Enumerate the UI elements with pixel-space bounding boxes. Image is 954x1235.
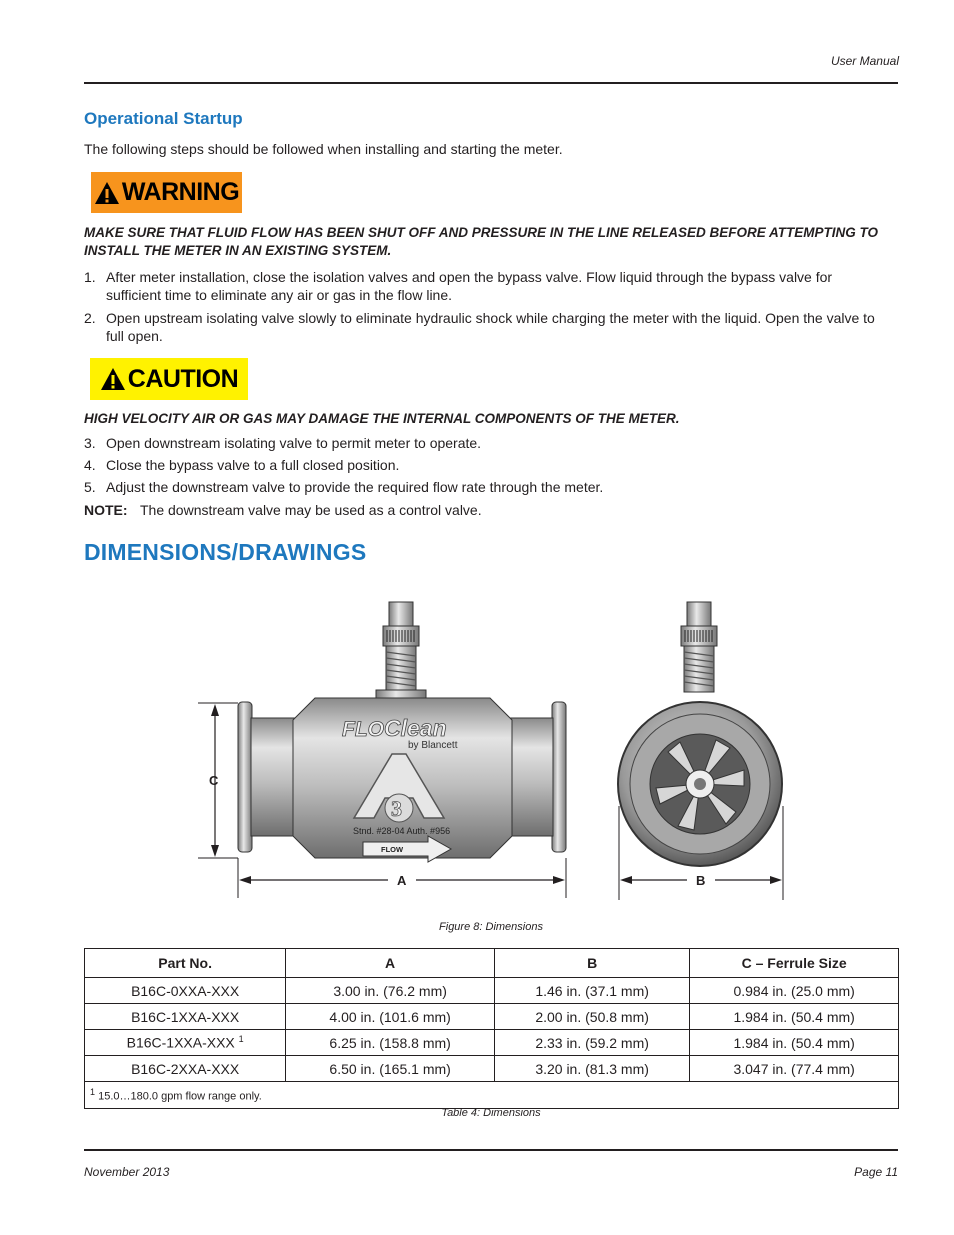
table-cell: 0.984 in. (25.0 mm) (690, 978, 899, 1004)
section-intro: The following steps should be followed when installing and starting the meter. (84, 141, 563, 157)
warning-badge (91, 172, 242, 213)
list-item (84, 434, 884, 452)
table-cell: 6.25 in. (158.8 mm) (286, 1030, 495, 1056)
footnote-marker: 1 (90, 1087, 96, 1098)
caution-text: HIGH VELOCITY AIR OR GAS MAY DAMAGE THE INTERNAL COMPONENTS OF THE METER. (84, 411, 680, 426)
table-cell: 1.984 in. (50.4 mm) (690, 1004, 899, 1030)
table-header-cell: C – Ferrule Size (690, 949, 899, 978)
caution-badge-label: CAUTION (127, 364, 239, 393)
warning-text: MAKE SURE THAT FLUID FLOW HAS BEEN SHUT OFF AND PRESSURE IN THE LINE RELEASED BEFORE ATTEMPTING TO INSTALL THE METER IN AN EXISTING SYSTEM. (84, 225, 879, 258)
table-footnote-row (85, 1082, 899, 1109)
section-title: Operational Startup (84, 109, 243, 128)
table-cell: B16C-1XXA-XXX (85, 1004, 286, 1030)
dimension-c-label: C (209, 773, 219, 788)
dimensions-heading: DIMENSIONS/DRAWINGS (84, 539, 367, 565)
table-header-cell: Part No. (85, 949, 286, 978)
side-view-meter (238, 602, 566, 862)
list-item (84, 478, 884, 496)
table-cell: 3.00 in. (76.2 mm) (286, 978, 495, 1004)
list-item (84, 456, 884, 474)
footer-date: November 2013 (84, 1165, 170, 1179)
warning-triangle-icon (94, 181, 120, 205)
step-number: 5. (84, 479, 96, 495)
table-cell: 1.46 in. (37.1 mm) (494, 978, 689, 1004)
dimensions-table (84, 948, 899, 1109)
table-caption: Table 4: Dimensions (441, 1107, 541, 1119)
table-header-row (85, 949, 899, 978)
step-number: 3. (84, 435, 96, 451)
table-cell: 2.33 in. (59.2 mm) (494, 1030, 689, 1056)
logo-flo: FLO (342, 718, 384, 741)
footer-rule (84, 1149, 898, 1151)
stamp-text: Stnd. #28-04 Auth. #956 (353, 826, 451, 836)
dimension-b-label: B (696, 873, 706, 888)
caution-triangle-icon (100, 367, 126, 391)
table-footnote (85, 1082, 899, 1109)
list-item (84, 309, 884, 345)
table-cell (85, 1030, 286, 1056)
table-row (85, 978, 899, 1004)
table-cell: 4.00 in. (101.6 mm) (286, 1004, 495, 1030)
step-text: Open upstream isolating valve slowly to eliminate hydraulic shock while charging the meter with the liquid. Open the valve to full open. (106, 310, 875, 344)
footnote-text: 15.0…180.0 gpm flow range only. (98, 1090, 262, 1103)
end-view-meter (618, 602, 782, 866)
logo-by: by Blancett (408, 740, 458, 751)
footnote-marker: 1 (238, 1034, 244, 1045)
table-row (85, 1004, 899, 1030)
table-cell: 3.20 in. (81.3 mm) (494, 1056, 689, 1082)
table-cell: 2.00 in. (50.8 mm) (494, 1004, 689, 1030)
header-rule (84, 82, 898, 84)
warning-badge-label: WARNING (121, 178, 240, 206)
step-text: Open downstream isolating valve to permit meter to operate. (106, 435, 482, 451)
dimension-a-label: A (397, 873, 407, 888)
table-cell: 3.047 in. (77.4 mm) (690, 1056, 899, 1082)
dimensions-figure (0, 590, 954, 920)
note (84, 502, 482, 518)
table-header-cell: B (494, 949, 689, 978)
table-cell: 1.984 in. (50.4 mm) (690, 1030, 899, 1056)
step-number: 4. (84, 457, 96, 473)
table-row (85, 1056, 899, 1082)
part-number: B16C-1XXA-XXX (126, 1034, 235, 1051)
flow-label: FLOW (381, 845, 404, 854)
table-cell: 6.50 in. (165.1 mm) (286, 1056, 495, 1082)
svg-text:3: 3 (391, 796, 402, 821)
logo-clean: Clean (384, 715, 447, 741)
footer-page: Page 11 (854, 1165, 898, 1179)
table-cell: B16C-0XXA-XXX (85, 978, 286, 1004)
table-row (85, 1030, 899, 1056)
caution-badge (90, 358, 248, 400)
step-text: Adjust the downstream valve to provide the required flow rate through the meter. (106, 479, 604, 495)
step-number: 1. (84, 269, 96, 285)
note-text: The downstream valve may be used as a control valve. (140, 502, 482, 518)
list-item (84, 268, 884, 304)
step-text: After meter installation, close the isolation valves and open the bypass valve. Flow liquid through the bypass valve for sufficient time to eliminate any air or gas in the flow line. (106, 269, 833, 303)
step-text: Close the bypass valve to a full closed position. (106, 457, 400, 473)
table-header-cell: A (286, 949, 495, 978)
header-doc-type: User Manual (830, 54, 899, 68)
figure-caption: Figure 8: Dimensions (439, 921, 543, 933)
step-number: 2. (84, 310, 96, 326)
table-cell: B16C-2XXA-XXX (85, 1056, 286, 1082)
note-label: NOTE: (84, 502, 128, 518)
